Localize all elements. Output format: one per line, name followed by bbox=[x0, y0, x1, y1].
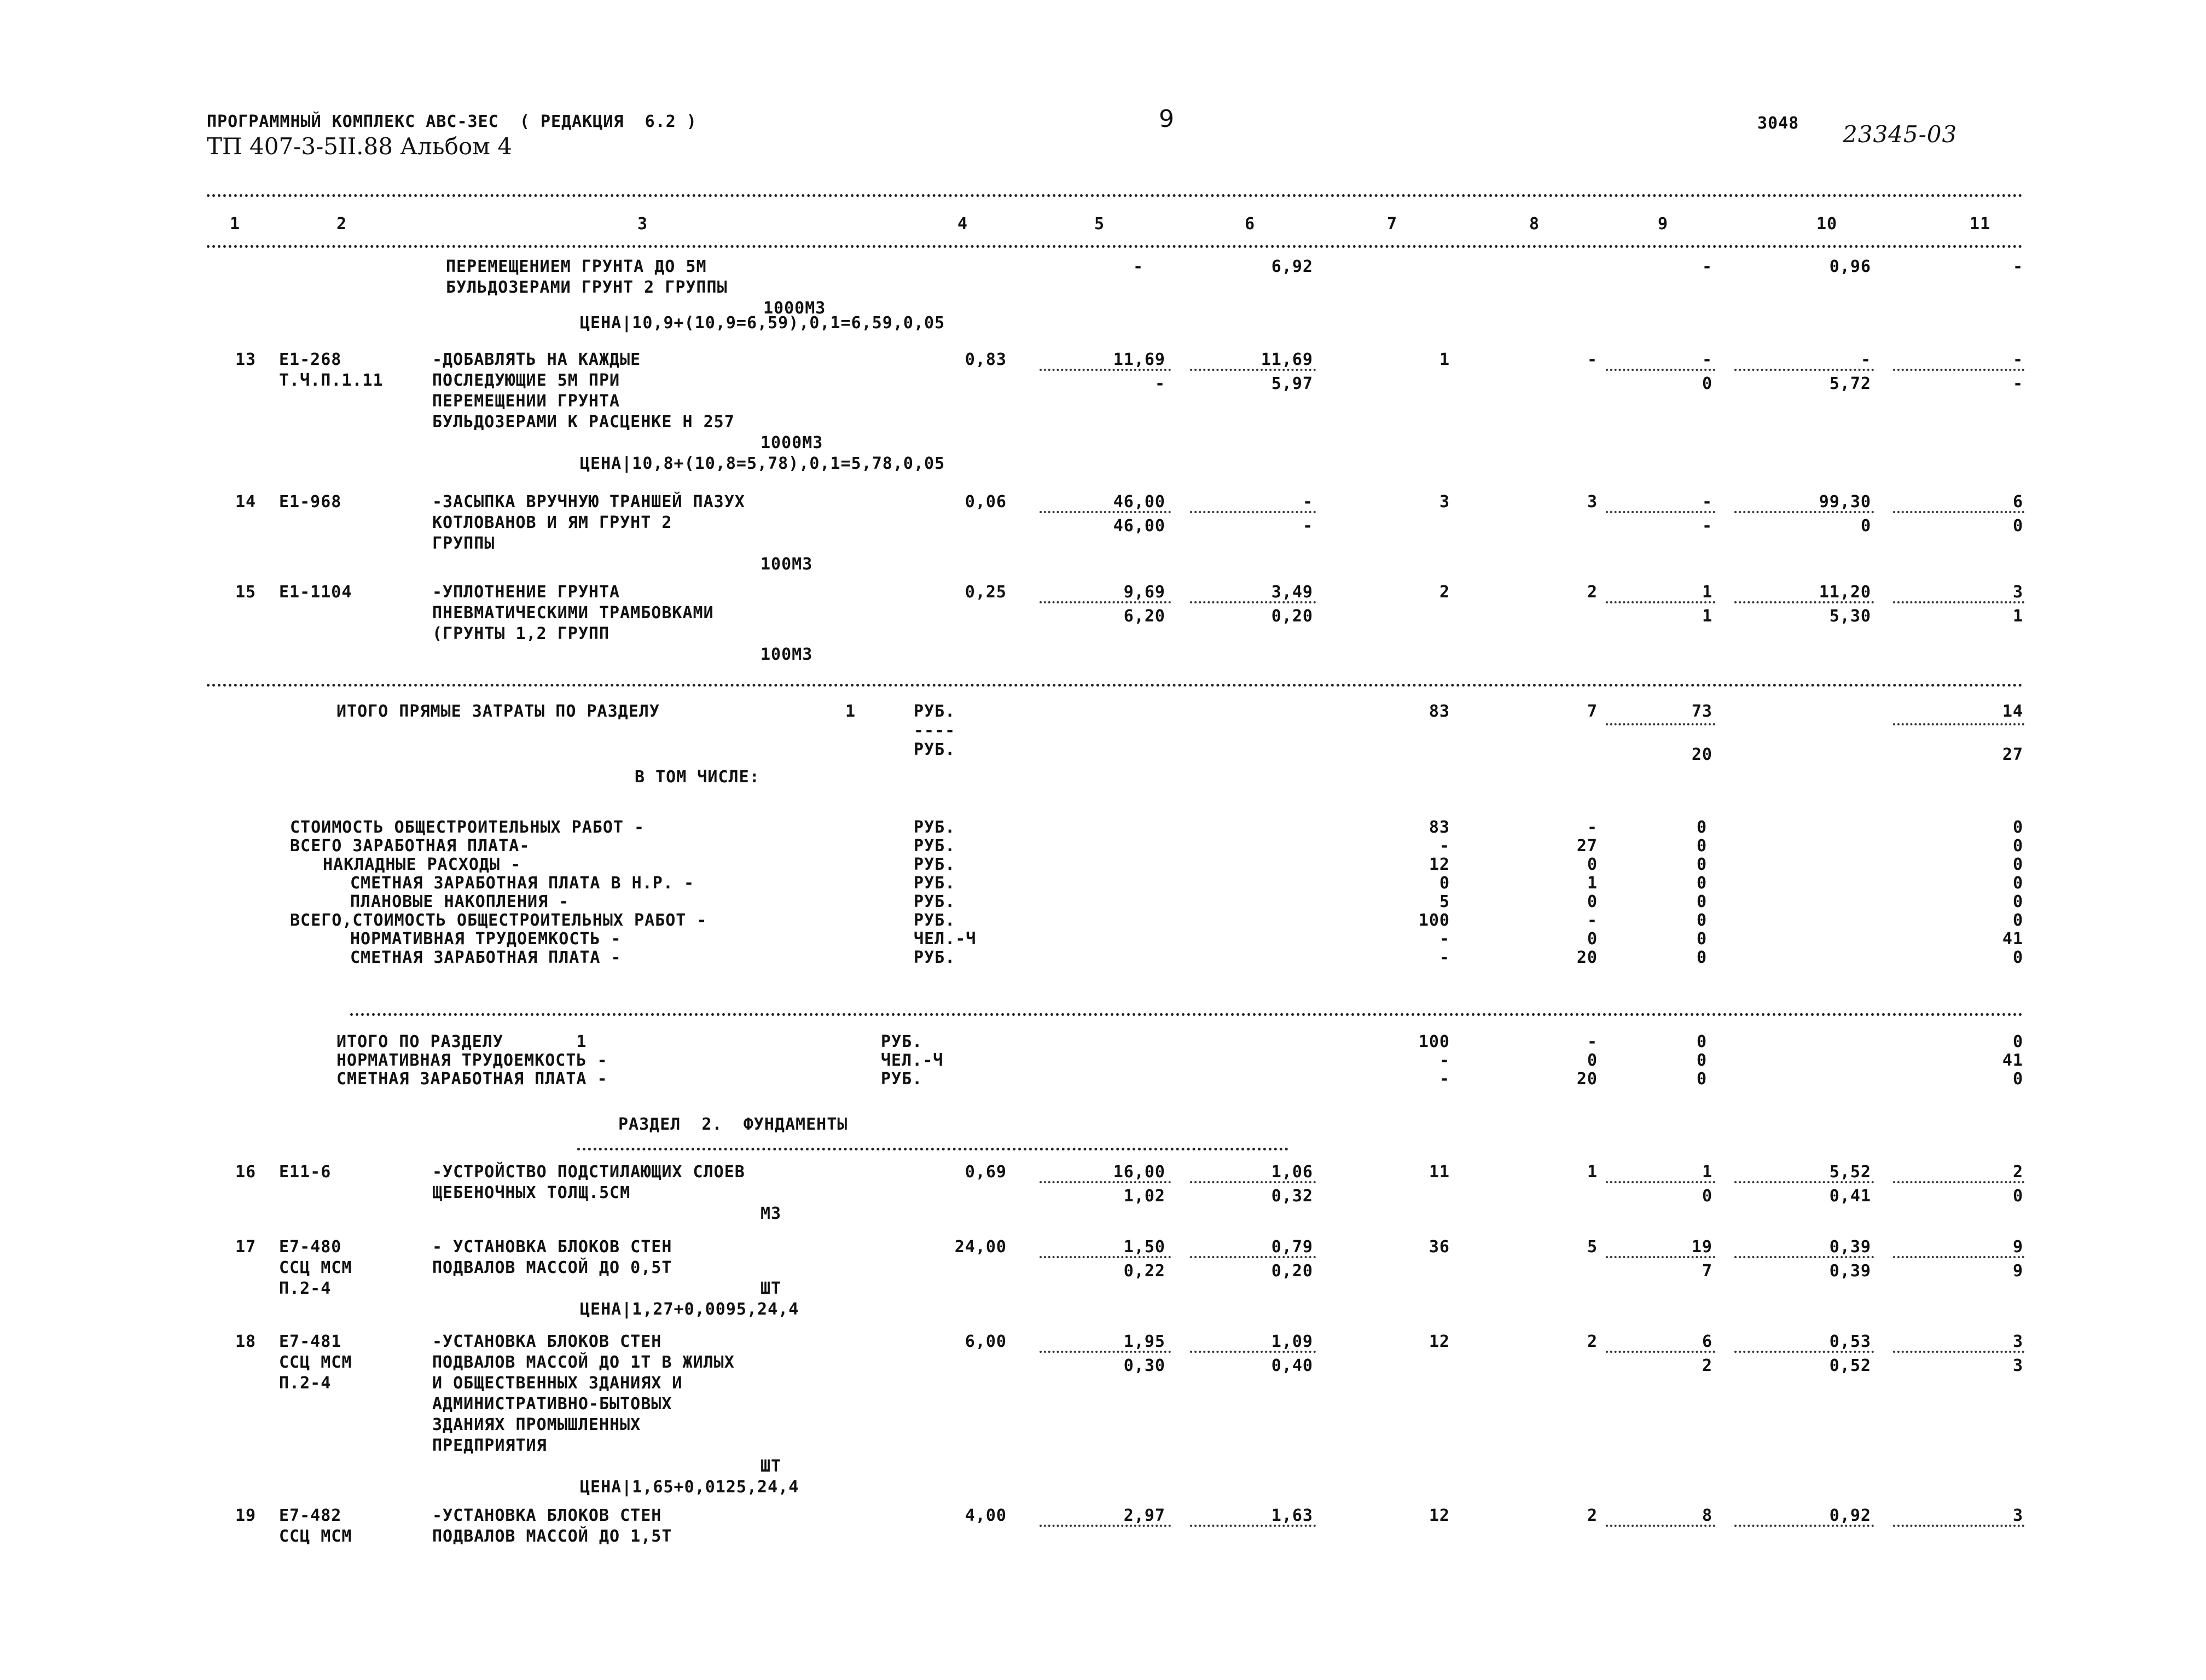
summary-cell: - bbox=[1587, 818, 1598, 837]
summary-cell: 0 bbox=[1696, 911, 1707, 930]
summary-cell: 0 bbox=[1587, 892, 1598, 911]
unit-label: ЧЕЛ.-Ч bbox=[881, 1051, 944, 1070]
item-number: 19 bbox=[235, 1506, 257, 1525]
summary-cell: 1 bbox=[1587, 874, 1598, 893]
wage-total-cell: 1 bbox=[1702, 607, 1712, 626]
unit-cost-cell: 3,49 bbox=[1271, 583, 1313, 602]
summary-label: СТОИМОСТЬ ОБЩЕСТРОИТЕЛЬНЫХ РАБОТ - bbox=[290, 818, 645, 837]
dotted-underline bbox=[1893, 1351, 2024, 1353]
work-description-line: М3 bbox=[761, 1204, 782, 1223]
work-description-line: - УСТАНОВКА БЛОКОВ СТЕН bbox=[432, 1237, 672, 1257]
total-cost-cell: 12 bbox=[1429, 1506, 1450, 1525]
column-number: 1 bbox=[230, 214, 241, 234]
unit-cost-cell: 46,00 bbox=[1113, 492, 1165, 511]
column-number: 9 bbox=[1658, 214, 1669, 234]
cost-cell: 0,96 bbox=[1829, 257, 1871, 276]
work-description-line: ПОДВАЛОВ МАССОЙ ДО 0,5Т bbox=[432, 1258, 672, 1277]
total-cost-cell: 11 bbox=[1429, 1162, 1450, 1182]
work-description-line: ЦЕНА|10,8+(10,8=5,78),0,1=5,78,0,05 bbox=[580, 454, 945, 473]
section-rule bbox=[207, 684, 2023, 687]
dotted-underline bbox=[1734, 1181, 1874, 1183]
total-cost-cell: - bbox=[1702, 350, 1712, 369]
work-description-line: ПОДВАЛОВ МАССОЙ ДО 1Т В ЖИЛЫХ bbox=[432, 1353, 735, 1372]
quantity-cell: 0,69 bbox=[965, 1162, 1007, 1182]
item-number: 16 bbox=[235, 1162, 257, 1182]
total-cost-cell: 2 bbox=[1587, 1506, 1598, 1525]
wage-total-cell: 5,72 bbox=[1829, 374, 1871, 393]
wage-total-cell: 0 bbox=[2012, 516, 2023, 536]
dotted-underline bbox=[1190, 369, 1316, 371]
total-cost-cell: 9 bbox=[2012, 1237, 2023, 1257]
summary-cell: 100 bbox=[1418, 911, 1450, 930]
work-description-line: ПНЕВМАТИЧЕСКИМИ ТРАМБОВКАМИ bbox=[432, 603, 714, 623]
dotted-underline bbox=[1606, 511, 1715, 513]
work-description-line: БУЛЬДОЗЕРАМИ К РАСЦЕНКЕ Н 257 bbox=[432, 412, 735, 432]
work-description-line: -УСТРОЙСТВО ПОДСТИЛАЮЩИХ СЛОЕВ bbox=[432, 1162, 745, 1182]
rate-code-note: Т.Ч.П.1.11 bbox=[279, 371, 384, 390]
item-number: 13 bbox=[235, 350, 257, 369]
work-description-line: БУЛЬДОЗЕРАМИ ГРУНТ 2 ГРУППЫ bbox=[446, 278, 728, 297]
summary-cell: 0 bbox=[2012, 948, 2023, 967]
wage-total-cell: 0 bbox=[2012, 1187, 2023, 1206]
dotted-underline bbox=[1734, 369, 1874, 371]
item-number: 14 bbox=[235, 492, 257, 511]
dotted-underline bbox=[1893, 1525, 2024, 1527]
rate-code: Е7-482 bbox=[279, 1506, 342, 1525]
wage-cost-cell: 0,30 bbox=[1123, 1356, 1165, 1375]
column-number: 7 bbox=[1387, 214, 1398, 234]
summary-cell: 0 bbox=[2012, 855, 2023, 874]
summary-cell: - bbox=[1439, 929, 1450, 949]
including-heading: В ТОМ ЧИСЛЕ: bbox=[635, 768, 760, 787]
total-cost-cell: 3 bbox=[2012, 583, 2023, 602]
unit-label: ЧЕЛ.-Ч bbox=[914, 929, 977, 949]
wage-cost-cell: 46,00 bbox=[1113, 516, 1165, 536]
summary-label: ВСЕГО ЗАРАБОТНАЯ ПЛАТА- bbox=[290, 836, 530, 856]
summary-cell: 0 bbox=[1696, 892, 1707, 911]
unit-label: ---- bbox=[914, 721, 956, 740]
total-cost-cell: 2 bbox=[1587, 583, 1598, 602]
unit-cost-cell: 16,00 bbox=[1113, 1162, 1165, 1182]
total-cost-cell: 99,30 bbox=[1819, 492, 1871, 511]
total-cost-cell: 1 bbox=[1587, 1162, 1598, 1182]
work-description-line: -ЗАСЫПКА ВРУЧНУЮ ТРАНШЕЙ ПАЗУХ bbox=[432, 492, 745, 511]
total-cost-cell: - bbox=[2012, 350, 2023, 369]
total-cost-cell: 1 bbox=[1702, 1162, 1712, 1182]
table-top-rule bbox=[207, 194, 2023, 197]
dotted-underline bbox=[1040, 1256, 1171, 1258]
wage-total-cell: 0,39 bbox=[1829, 1262, 1871, 1281]
wage-total-cell: - bbox=[1702, 516, 1712, 536]
wage-total-cell: 9 bbox=[2012, 1262, 2023, 1281]
wage-total-cell: 0,52 bbox=[1829, 1356, 1871, 1375]
wage-cost-cell: - bbox=[1302, 516, 1313, 536]
work-description-line: АДМИНИСТРАТИВНО-БЫТОВЫХ bbox=[432, 1394, 672, 1414]
rate-code-note: П.2-4 bbox=[279, 1374, 332, 1393]
dotted-underline bbox=[1190, 601, 1316, 603]
dotted-underline bbox=[1606, 601, 1715, 603]
total-cost-cell: 5,52 bbox=[1829, 1162, 1871, 1182]
section-total-label: ИТОГО ПО РАЗДЕЛУ 1 bbox=[336, 1032, 587, 1051]
work-description-line: ЦЕНА|1,27+0,0095,24,4 bbox=[580, 1300, 799, 1319]
total-cost-cell: 14 bbox=[2002, 702, 2023, 721]
dotted-underline bbox=[1734, 601, 1874, 603]
dotted-underline bbox=[1606, 369, 1715, 371]
dotted-underline bbox=[1040, 1351, 1171, 1353]
total-cost-cell: 73 bbox=[1691, 702, 1712, 721]
work-description-line: ПРЕДПРИЯТИЯ bbox=[432, 1436, 547, 1455]
rate-code: Е11-6 bbox=[279, 1162, 332, 1182]
total-cost-cell: 2 bbox=[2012, 1162, 2023, 1182]
summary-cell: 0 bbox=[1696, 1051, 1707, 1070]
wage-cost-cell: 0,20 bbox=[1271, 1262, 1313, 1281]
wage-total-cell: 0 bbox=[1860, 516, 1871, 536]
dotted-underline bbox=[1190, 1256, 1316, 1258]
dotted-underline bbox=[1190, 1181, 1316, 1183]
summary-cell: - bbox=[1439, 836, 1450, 856]
wage-cost-cell: 0,40 bbox=[1271, 1356, 1313, 1375]
section-rule bbox=[350, 1013, 2023, 1016]
summary-cell: 0 bbox=[2012, 1069, 2023, 1089]
unit-label: РУБ. bbox=[914, 892, 956, 911]
work-description-line: 1000М3 bbox=[761, 433, 823, 452]
rate-code: Е7-480 bbox=[279, 1237, 342, 1257]
summary-cell: 0 bbox=[2012, 911, 2023, 930]
wage-cost-cell: 0,32 bbox=[1271, 1187, 1313, 1206]
work-description-line: ШТ bbox=[761, 1279, 782, 1298]
unit-cost-cell: 1,95 bbox=[1123, 1332, 1165, 1351]
total-cost-cell: - bbox=[1587, 350, 1598, 369]
unit-label: РУБ. bbox=[914, 855, 956, 874]
summary-cell: 0 bbox=[2012, 1032, 2023, 1051]
unit-cost-cell: 11,69 bbox=[1261, 350, 1313, 369]
unit-label: РУБ. bbox=[914, 836, 956, 856]
summary-cell: 0 bbox=[1587, 929, 1598, 949]
quantity-cell: 4,00 bbox=[965, 1506, 1007, 1525]
work-description-line: 100М3 bbox=[761, 555, 813, 574]
work-description-line: ГРУППЫ bbox=[432, 534, 495, 553]
work-description-line: -УСТАНОВКА БЛОКОВ СТЕН bbox=[432, 1332, 662, 1351]
wage-cost-cell: 1,02 bbox=[1123, 1187, 1165, 1206]
summary-cell: 0 bbox=[1696, 929, 1707, 949]
section-heading: РАЗДЕЛ 2. ФУНДАМЕНТЫ bbox=[618, 1115, 848, 1134]
total-cost-cell: 3 bbox=[1439, 492, 1450, 511]
dotted-underline bbox=[1893, 1256, 2024, 1258]
rate-code: Е7-481 bbox=[279, 1332, 342, 1351]
summary-cell: 0 bbox=[2012, 892, 2023, 911]
dotted-underline bbox=[1606, 723, 1715, 725]
quantity-cell: 6,00 bbox=[965, 1332, 1007, 1351]
summary-cell: 20 bbox=[1576, 1069, 1598, 1089]
unit-cost-cell: 1,09 bbox=[1271, 1332, 1313, 1351]
wage-cost-cell: - bbox=[1154, 374, 1165, 393]
section-total-label: СМЕТНАЯ ЗАРАБОТНАЯ ПЛАТА - bbox=[336, 1069, 608, 1089]
quantity-cell: 0,06 bbox=[965, 492, 1007, 511]
page-number: 9 bbox=[1159, 105, 1175, 133]
dotted-underline bbox=[1606, 1351, 1715, 1353]
column-number: 3 bbox=[637, 214, 648, 234]
summary-label: НАКЛАДНЫЕ РАСХОДЫ - bbox=[323, 855, 521, 874]
summary-cell: 0 bbox=[1587, 1051, 1598, 1070]
summary-cell: 0 bbox=[1587, 855, 1598, 874]
dotted-underline bbox=[1190, 511, 1316, 513]
dotted-underline bbox=[1734, 1351, 1874, 1353]
total-cost-cell: 3 bbox=[1587, 492, 1598, 511]
total-cost-cell: 6 bbox=[1702, 1332, 1712, 1351]
wage-cost-cell: 0,20 bbox=[1271, 607, 1313, 626]
unit-cost-cell: 11,69 bbox=[1113, 350, 1165, 369]
column-number: 8 bbox=[1529, 214, 1540, 234]
unit-cost-cell: 1,06 bbox=[1271, 1162, 1313, 1182]
rate-code-note: ССЦ МСМ bbox=[279, 1258, 352, 1277]
work-description-line: ПЕРЕМЕЩЕНИИ ГРУНТА bbox=[432, 392, 620, 411]
unit-cost-cell: 1,50 bbox=[1123, 1237, 1165, 1257]
cost-cell: - bbox=[2012, 257, 2023, 276]
work-description-line: -УСТАНОВКА БЛОКОВ СТЕН bbox=[432, 1506, 662, 1525]
rate-code-note: ССЦ МСМ bbox=[279, 1353, 352, 1372]
dotted-underline bbox=[1893, 1181, 2024, 1183]
summary-cell: 41 bbox=[2002, 929, 2023, 949]
summary-cell: 41 bbox=[2002, 1051, 2023, 1070]
total-cost-cell: 3 bbox=[2012, 1332, 2023, 1351]
total-cost-cell: - bbox=[1702, 492, 1712, 511]
work-description-line: 100М3 bbox=[761, 645, 813, 664]
summary-cell: - bbox=[1587, 911, 1598, 930]
wage-total-cell: 1 bbox=[2012, 607, 2023, 626]
summary-cell: 0 bbox=[1696, 1032, 1707, 1051]
dotted-underline bbox=[1893, 723, 2024, 725]
program-header: ПРОГРАММНЫЙ КОМПЛЕКС АВС-3ЕС ( РЕДАКЦИЯ 6.2 ) bbox=[207, 112, 697, 131]
rate-code-note: П.2-4 bbox=[279, 1279, 332, 1298]
wage-total-cell: - bbox=[2012, 374, 2023, 393]
dotted-underline bbox=[1606, 1525, 1715, 1527]
column-number: 10 bbox=[1816, 214, 1838, 234]
work-description-line: ПОСЛЕДУЮЩИЕ 5М ПРИ bbox=[432, 371, 620, 390]
sheet-code: 3048 bbox=[1757, 114, 1799, 133]
unit-cost-cell: 1,63 bbox=[1271, 1506, 1313, 1525]
dotted-underline bbox=[1040, 511, 1171, 513]
column-header-rule bbox=[207, 245, 2023, 248]
wage-total-cell: 5,30 bbox=[1829, 607, 1871, 626]
rate-code-note: ССЦ МСМ bbox=[279, 1527, 352, 1546]
work-description-line: КОТЛОВАНОВ И ЯМ ГРУНТ 2 bbox=[432, 513, 672, 532]
column-number: 2 bbox=[336, 214, 347, 234]
work-description-line: ШТ bbox=[761, 1457, 782, 1476]
summary-cell: 0 bbox=[1696, 948, 1707, 967]
summary-cell: 5 bbox=[1439, 892, 1450, 911]
unit-label: РУБ. bbox=[914, 702, 956, 721]
section-number: 1 bbox=[845, 702, 856, 721]
dotted-underline bbox=[1040, 1181, 1171, 1183]
wage-total-cell: 3 bbox=[2012, 1356, 2023, 1375]
cost-cell: 6,92 bbox=[1271, 257, 1313, 276]
total-cost-cell: 7 bbox=[1587, 702, 1598, 721]
total-cost-cell: 1 bbox=[1439, 350, 1450, 369]
summary-cell: 0 bbox=[1696, 855, 1707, 874]
work-description-line: И ОБЩЕСТВЕННЫХ ЗДАНИЯХ И bbox=[432, 1374, 683, 1393]
dotted-underline bbox=[1893, 511, 2024, 513]
dotted-underline bbox=[1734, 1256, 1874, 1258]
wage-total-cell: 0,41 bbox=[1829, 1187, 1871, 1206]
summary-cell: 0 bbox=[2012, 874, 2023, 893]
total-cost-cell: - bbox=[1860, 350, 1871, 369]
dotted-underline bbox=[1734, 1525, 1874, 1527]
quantity-cell: 0,83 bbox=[965, 350, 1007, 369]
wage-cost-cell: 0,22 bbox=[1123, 1262, 1165, 1281]
total-cost-cell: 2 bbox=[1439, 583, 1450, 602]
summary-cell: - bbox=[1587, 1032, 1598, 1051]
unit-cost-cell: 2,97 bbox=[1123, 1506, 1165, 1525]
column-number: 5 bbox=[1094, 214, 1105, 234]
work-description-line: 1000М3 bbox=[763, 299, 826, 318]
dotted-underline bbox=[1190, 1525, 1316, 1527]
summary-label: СМЕТНАЯ ЗАРАБОТНАЯ ПЛАТА - bbox=[350, 948, 622, 967]
summary-cell: 0 bbox=[1696, 874, 1707, 893]
dotted-underline bbox=[1606, 1181, 1715, 1183]
summary-cell: 27 bbox=[1576, 836, 1598, 856]
summary-cell: - bbox=[1439, 1069, 1450, 1089]
total-cost-cell: 83 bbox=[1429, 702, 1450, 721]
wage-cost-cell: 6,20 bbox=[1123, 607, 1165, 626]
handwritten-doc-number: 23345-03 bbox=[1843, 121, 1958, 148]
item-number: 15 bbox=[235, 583, 257, 602]
work-description-line: ЩЕБЕНОЧНЫХ ТОЛЩ.5СМ bbox=[432, 1183, 631, 1202]
summary-cell: 100 bbox=[1418, 1032, 1450, 1051]
unit-label: РУБ. bbox=[914, 911, 956, 930]
work-description-line: ПОДВАЛОВ МАССОЙ ДО 1,5Т bbox=[432, 1527, 672, 1546]
unit-cost-cell: - bbox=[1133, 257, 1143, 276]
wage-total-cell: 7 bbox=[1702, 1262, 1712, 1281]
summary-label: СМЕТНАЯ ЗАРАБОТНАЯ ПЛАТА В Н.Р. - bbox=[350, 874, 695, 893]
section-heading-rule bbox=[577, 1148, 1288, 1150]
column-number: 11 bbox=[1970, 214, 1991, 234]
unit-label: РУБ. bbox=[914, 874, 956, 893]
wage-total-cell: 0 bbox=[1702, 1187, 1712, 1206]
summary-cell: 0 bbox=[1696, 818, 1707, 837]
summary-cell: - bbox=[1439, 948, 1450, 967]
cost-cell: - bbox=[1702, 257, 1712, 276]
rate-code: Е1-268 bbox=[279, 350, 342, 369]
dotted-underline bbox=[1040, 1525, 1171, 1527]
dotted-underline bbox=[1606, 1256, 1715, 1258]
dotted-underline bbox=[1190, 1351, 1316, 1353]
album-title: ТП 407-3-5II.88 Альбом 4 bbox=[207, 133, 512, 160]
unit-cost-cell: 9,69 bbox=[1123, 583, 1165, 602]
total-cost-cell: 11,20 bbox=[1819, 583, 1871, 602]
total-cost-cell: 6 bbox=[2012, 492, 2023, 511]
total-cost-cell: 2 bbox=[1587, 1332, 1598, 1351]
column-number: 4 bbox=[957, 214, 968, 234]
summary-cell: 0 bbox=[1696, 836, 1707, 856]
rate-code: Е1-1104 bbox=[279, 583, 352, 602]
total-cost-cell: 3 bbox=[2012, 1506, 2023, 1525]
column-number: 6 bbox=[1245, 214, 1256, 234]
total-cost-cell: 0,53 bbox=[1829, 1332, 1871, 1351]
wage-cost-cell: 5,97 bbox=[1271, 374, 1313, 393]
unit-label: РУБ. bbox=[881, 1069, 923, 1089]
item-number: 18 bbox=[235, 1332, 257, 1351]
unit-cost-cell: - bbox=[1302, 492, 1313, 511]
summary-cell: 0 bbox=[2012, 836, 2023, 856]
total-cost-cell: 20 bbox=[1691, 745, 1712, 764]
rate-code: Е1-968 bbox=[279, 492, 342, 511]
summary-cell: 12 bbox=[1429, 855, 1450, 874]
summary-label: ВСЕГО,СТОИМОСТЬ ОБЩЕСТРОИТЕЛЬНЫХ РАБОТ - bbox=[290, 911, 707, 930]
total-cost-cell: 0,92 bbox=[1829, 1506, 1871, 1525]
summary-cell: 0 bbox=[1439, 874, 1450, 893]
total-cost-cell: 36 bbox=[1429, 1237, 1450, 1257]
work-description-line: -ДОБАВЛЯТЬ НА КАЖДЫЕ bbox=[432, 350, 641, 369]
work-description-line: -УПЛОТНЕНИЕ ГРУНТА bbox=[432, 583, 620, 602]
total-label: ИТОГО ПРЯМЫЕ ЗАТРАТЫ ПО РАЗДЕЛУ bbox=[336, 702, 660, 721]
unit-label: РУБ. bbox=[914, 948, 956, 967]
dotted-underline bbox=[1040, 601, 1171, 603]
wage-total-cell: 0 bbox=[1702, 374, 1712, 393]
dotted-underline bbox=[1893, 601, 2024, 603]
dotted-underline bbox=[1040, 369, 1171, 371]
total-cost-cell: 12 bbox=[1429, 1332, 1450, 1351]
summary-cell: 83 bbox=[1429, 818, 1450, 837]
work-description-line: (ГРУНТЫ 1,2 ГРУПП bbox=[432, 624, 610, 643]
quantity-cell: 24,00 bbox=[954, 1237, 1007, 1257]
unit-label: РУБ. bbox=[914, 818, 956, 837]
work-description-line: ЦЕНА|10,9+(10,9=6,59),0,1=6,59,0,05 bbox=[580, 313, 945, 333]
section-total-label: НОРМАТИВНАЯ ТРУДОЕМКОСТЬ - bbox=[336, 1051, 608, 1070]
summary-cell: 0 bbox=[1696, 1069, 1707, 1089]
dotted-underline bbox=[1734, 511, 1874, 513]
unit-label: РУБ. bbox=[914, 740, 956, 759]
total-cost-cell: 8 bbox=[1702, 1506, 1712, 1525]
unit-cost-cell: 0,79 bbox=[1271, 1237, 1313, 1257]
total-cost-cell: 5 bbox=[1587, 1237, 1598, 1257]
item-number: 17 bbox=[235, 1237, 257, 1257]
summary-cell: - bbox=[1439, 1051, 1450, 1070]
unit-label: РУБ. bbox=[881, 1032, 923, 1051]
summary-cell: 0 bbox=[2012, 818, 2023, 837]
summary-label: НОРМАТИВНАЯ ТРУДОЕМКОСТЬ - bbox=[350, 929, 622, 949]
work-description-line: ЗДАНИЯХ ПРОМЫШЛЕННЫХ bbox=[432, 1415, 641, 1434]
work-description-line: ЦЕНА|1,65+0,0125,24,4 bbox=[580, 1478, 799, 1497]
total-cost-cell: 1 bbox=[1702, 583, 1712, 602]
total-cost-cell: 19 bbox=[1691, 1237, 1712, 1257]
summary-cell: 20 bbox=[1576, 948, 1598, 967]
dotted-underline bbox=[1893, 369, 2024, 371]
summary-label: ПЛАНОВЫЕ НАКОПЛЕНИЯ - bbox=[350, 892, 570, 911]
quantity-cell: 0,25 bbox=[965, 583, 1007, 602]
total-cost-cell: 0,39 bbox=[1829, 1237, 1871, 1257]
total-cost-cell: 27 bbox=[2002, 745, 2023, 764]
wage-total-cell: 2 bbox=[1702, 1356, 1712, 1375]
work-description-line: ПЕРЕМЕЩЕНИЕМ ГРУНТА ДО 5М bbox=[446, 257, 707, 276]
